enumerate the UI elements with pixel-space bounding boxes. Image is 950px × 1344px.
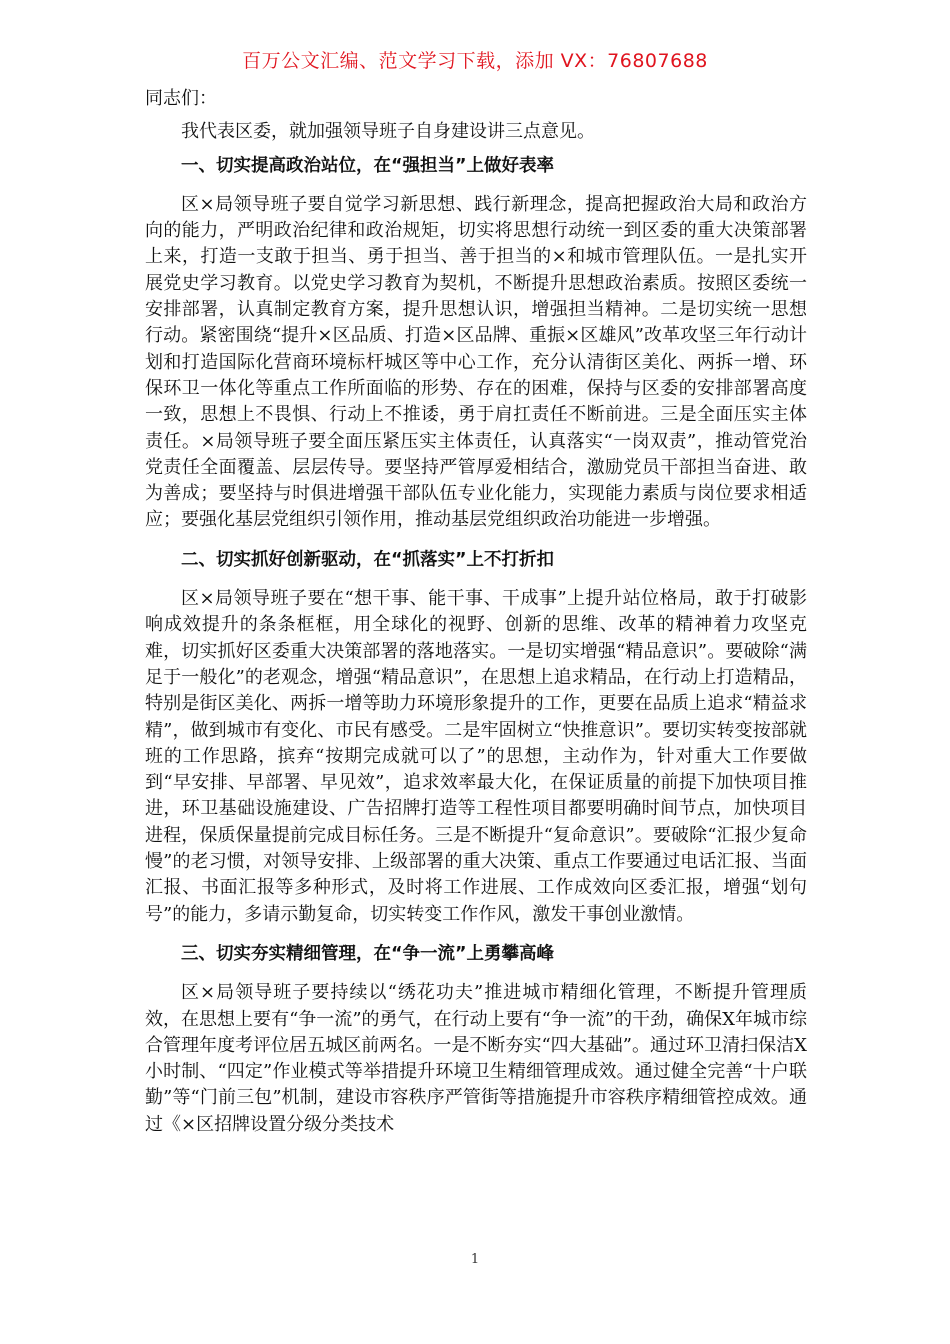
section-heading-1: 一、切实提高政治站位，在“强担当”上做好表率 [181,155,555,176]
section-heading-2: 二、切实抓好创新驱动，在“抓落实”上不打折扣 [181,549,555,570]
salutation: 同志们： [145,88,217,109]
intro-paragraph: 我代表区委，就加强领导班子自身建设讲三点意见。 [181,121,595,143]
watermark-banner: 百万公文汇编、范文学习下载，添加 VX：76807688 [242,50,708,72]
section-body-1: 区×局领导班子要自觉学习新思想、践行新理念，提高把握政治大局和政治方向的能力，严明政治纪律和政治规矩，切实将思想行动统一到区委的重大决策部署上来，打造一支敢于担当、勇于担当、善于担当的×和城市管理队伍。一是扎实开展党史学习教育。以党史学习教育为契机，不断提升思想政治素质。按照区委统一安排部署，认真制定教育方案，提升思想认识，增强担当精神。二是切实统一思想行动。紧密围绕“提升×区品质、打造×区品牌、重振×区雄风”改革攻坚三年行动计划和打造国际化营商环境标杆城区等中心工作，充分认清街区美化、两拆一增、环保环卫一体化等重点工作所面临的形势、存在的困难，保持与区委的安排部署高度一致，思想上不畏惧、行动上不推诿，勇于肩扛责任不断前进。三是全面压实主体责任。×局领导班子要全面压紧压实主体责任，认真落实“一岗双责”，推动管党治党责任全面覆盖、层层传导。要坚持严管厚爱相结合，激励党员干部担当奋进、敢为善成；要坚持与时俱进增强干部队伍专业化能力，实现能力素质与岗位要求相适应；要强化基层党组织引领作用，推动基层党组织政治功能进一步增强。 [145,193,807,531]
document-body [145,86,807,1138]
page-number: 1 [470,1252,480,1267]
section-body-2: 区×局领导班子要在“想干事、能干事、干成事”上提升站位格局，敢于打破影响成效提升的条条框框，用全球化的视野、创新的思维、改革的精神着力攻坚克难，切实抓好区委重大决策部署的落地落实。一是切实增强“精品意识”。要破除“满足于一般化”的老观念，增强“精品意识”，在思想上追求精品，在行动上打造精品，特别是街区美化、两拆一增等助力环境形象提升的工作，更要在品质上追求“精益求精”，做到城市有变化、市民有感受。二是牢固树立“快推意识”。要切实转变按部就班的工作思路，摈弃“按期完成就可以了”的思想，主动作为，针对重大工作要做到“早安排、早部署、早见效”，追求效率最大化，在保证质量的前提下加快项目推进，环卫基础设施建设、广告招牌打造等工程性项目都要明确时间节点，加快项目进程，保质保量提前完成目标任务。三是不断提升“复命意识”。要破除“汇报少复命慢”的老习惯，对领导安排、上级部署的重大决策、重点工作要通过电话汇报、当面汇报、书面汇报等多种形式，及时将工作进展、工作成效向区委汇报，增强“划句号”的能力，多请示勤复命，切实转变工作作风，激发干事创业激情。 [145,588,807,925]
section-body-3: 区×局领导班子要持续以“绣花功夫”推进城市精细化管理，不断提升管理质效，在思想上要有“争一流”的勇气，在行动上要有“争一流”的干劲，确保X年城市综合管理年度考评位居五城区前两名。一是不断夯实“四大基础”。通过环卫清扫保洁X小时制、“四定”作业模式等举措提升环境卫生精细管理成效。通过健全完善“十户联勤”等“门前三包”机制，建设市容秩序严管街等措施提升市容秩序精细管控成效。通过《×区招牌设置分级分类技术 [145,982,807,1135]
section-heading-3: 三、切实夯实精细管理，在“争一流”上勇攀高峰 [181,943,555,964]
